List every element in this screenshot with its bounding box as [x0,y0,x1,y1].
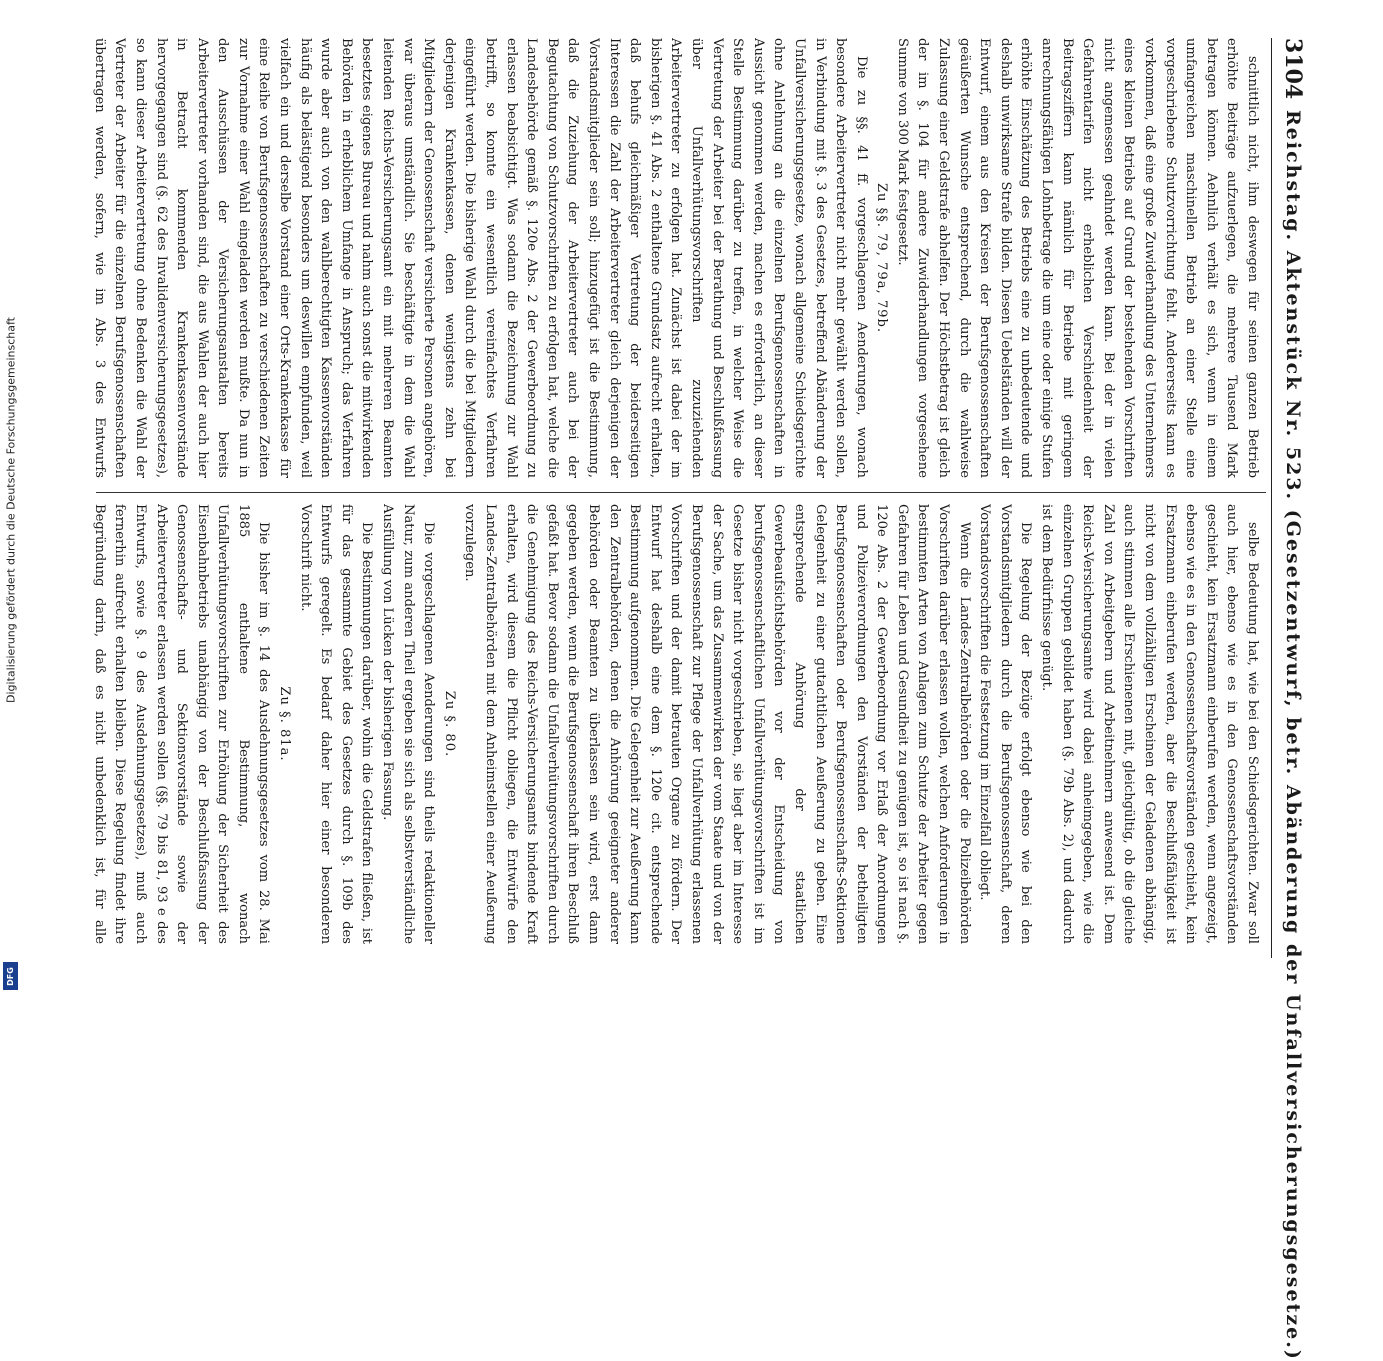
column-divider [96,492,1266,493]
paragraph: schnittlich nicht, ihm deswegen für seinen ganzen Betrieb erhöhte Beiträge aufzuerlegen, die mehrere Tausend Mark betragen können. Aehnlich verhält es sich, wenn in einem umfangreichen maschinellen Betrieb an einer Stelle eine vorgeschriebene Schutzvorrichtung fehlt. Andererseits kann es vorkommen, daß eine große Zuwiderhandlung des Unternehmers eines kleinen Betriebs auf Grund der bestehenden Vorschriften nicht angemessen geahndet werden kann. Bei der in vielen Gefahrentarifen nicht erheblichen Verschiedenheit der Beitragsziffern kann nämlich für Betriebe mit geringem anrechnungsfähigen Lohnbetrage die um eine oder einige Stufen erhöhte Einschätzung des Betriebs eine zu unbedeutende und deshalb unwirksame Strafe bilden. Diesen Uebelständen will der Entwurf, einem aus den Kreisen der Berufsgenossenschaften geäußerten Wunsche entsprechend, durch die wahlweise Zulassung einer Geldstrafe abhelfen. Der Höchstbetrag ist gleich der im §. 104 für andere Zuwiderhandlungen vorgesehene Summe von 300 Mark festgesetzt. [894,38,1260,478]
rotated-page [76,38,1310,1361]
paragraph: Die Bestimmungen darüber, wohin die Geldstrafen fließen, ist für das gesammte Gebiet des Gesetzes durch §. 109b des Entwurfs geregelt. Es bedarf daher hier einer besonderen Vorschrift nicht. [297,504,375,944]
text-column-left [92,38,1262,478]
paragraph: Die Regelung der Bezüge erfolgt ebenso wie bei den Vorstandsmitgliedern durch die Berufsgenossenschaft, deren Vorstandsvorschriften die Festsetzung im Einzelfall obliegt. [977,504,1034,944]
page-header [1271,38,1310,1361]
page-number: 3104 [1280,38,1306,100]
paragraph: Die bisher im §. 14 des Ausdehnungsgesetzes vom 28. Mai 1885 enthaltene Bestimmung, wonach Unfallverhütungsvorschriften zur Erhöhung der Sicherheit des Eisenbahnbetriebs unabhängig von der Beschlußfassung der Genossenschafts- und Sektionsvorstände sowie der Arbeitervertreter erlassen werden sollen (§§. 79 bis 81, 93 e des Entwurfs, sowie §. 9 des Ausdehnungsgesetzes), muß auch fernerhin aufrecht erhalten bleiben. Diese Regelung findet ihre Begründung darin, daß es nicht unbedenklich ist, für alle [92,504,272,944]
digitization-credit: Digitalisierung gefördert durch die Deutsche Forschungsgemeinschaft [4,317,18,703]
paragraph: Die vorgeschlagenen Aenderungen sind theils redaktioneller Natur, zum anderen Theil ergeben sie sich als selbstverständliche Ausfüllung von Lücken der bisherigen Fassung. [380,504,437,944]
section-heading: Zu §. 81a. [277,686,293,762]
text-column-right [92,504,1262,944]
paragraph: selbe Bedeutung hat, wie bei den Schiedsgerichten. Zwar soll auch hier, ebenso wie es in den Genossenschaftsvorständen geschieht, kein Ersatzmann einberufen werden, wenn angezeigt, ebenso wie es in den Genossenschaftsvorständen geschieht, kein Ersatzmann einberufen werden, aber die Beschlußfähigkeit ist nicht von dem vollzähligen Erscheinen der Geladenen abhängig, auch stimmen alle Erschienenen mit, gleichgültig, ob die gleiche Zahl von Arbeitgebern und Arbeitnehmern anwesend ist. Dem Reichs-Versicherungsamte wird dabei anheimgegeben, wie die einzelnen Gruppen gebildet haben (§. 79b Abs. 2), und dadurch ist dem Bedürfnisse genügt. [1039,504,1260,944]
paragraph: Wenn die Landes-Zentralbehörden oder die Polizeibehörden Vorschriften darüber erlassen wollen, welchen Anforderungen in bestimmten Arten von Anlagen zum Schutze der Arbeiter gegen Gefahren für Leben und Gesundheit zu genügen ist, so ist nach §. 120e Abs. 2 der Gewerbeordnung vor Erlaß der Anordnungen und Polizeiverordnungen den Vorständen der betheiligten Berufsgenossenschaften oder Berufsgenossenschafts-Sektionen Gelegenheit zu einer gutachtlichen Aeußerung zu geben. Eine entsprechende Anhörung der staatlichen Gewerbeaufsichtsbehörden vor der Entscheidung von berufsgenossenschaftlichen Unfallverhütungsvorschriften ist im Gesetze bisher nicht vorgeschrieben, sie liegt aber im Interesse der Sache, um das Zusammenwirken der vom Staate und von der Berufsgenossenschaft zur Pflege der Unfallverhütung erlassenen Vorschriften und der damit betrauten Organe zu fördern. Der Entwurf hat deshalb eine dem §. 120e cit. entsprechende Bestimmung aufgenommen. Die Gelegenheit zur Aeußerung kann den Zentralbehörden, denen die Anhörung geeigneter anderer Behörden oder Beamten zu überlassen sein wird, erst dann gegeben werden, wenn die Berufsgenossenschaft ihren Beschluß gefaßt hat. Bevor sodann die Unfallverhütungsvorschriften durch die Genehmigung des Reichs-Versicherungsamts bindende Kraft erhalten, wird diesem die Pflicht obliegen, die Entwürfe den Landes-Zentralbehörden mit dem Anheimstellen einer Aeußerung vorzulegen. [462,504,972,944]
footer-strip [0,0,22,1000]
dfg-logo-text: DFG [6,966,16,986]
running-title: Reichstag. Aktenstück Nr. 523. (Gesetzentwurf, betr. Abänderung der Unfallversicherungsgesetze.) [1282,110,1304,1361]
paragraph: Die zu §§. 41 ff. vorgeschlagenen Aenderungen, wonach besondere Arbeitervertreter nicht mehr gewählt werden sollen, in Verbindung mit §. 3 des Gesetzes, betreffend Abänderung der Unfallversicherungsgesetze, wonach allgemeine Schiedsgerichte ohne Anlehnung an die einzelnen Berufsgenossenschaften in Aussicht genommen werden, machen es erforderlich, an dieser Stelle Bestimmung darüber zu treffen, in welcher Weise die Vertretung der Arbeiter bei der Berathung und Beschlußfassung über Unfallverhütungsvorschriften zuzuziehenden Arbeitervertreter zu erfolgen hat. Zunächst ist dabei der im bisherigen §. 41 Abs. 2 enthaltene Grundsatz aufrecht erhalten, daß behufs gleichmäßiger Vertretung der beiderseitigen Interessen die Zahl der Arbeitervertreter gleich derjenigen der Vorstandsmitglieder sein soll; hinzugefügt ist die Bestimmung, daß die Zuziehung der Arbeitervertreter auch bei der Begutachtung von Schutzvorschriften zu erfolgen hat, welche die Landesbehörde gemäß §. 120e Abs. 2 der Gewerbeordnung zu erlassen beabsichtigt. Was sodann die Bezeichnung zur Wahl betrifft, so konnte ein wesentlich vereinfachtes Verfahren eingeführt werden. Die bisherige Wahl durch die bei Mitgliedern derjenigen Krankenkassen, denen wenigstens zehn bei Mitgliedern der Genossenschaft versicherte Personen angehören, war überaus umständlich. Sie beschäftigte in dem die Wahl leitenden Reichs-Versicherungsamt ein mit mehreren Beamten besetztes eigenes Bureau und nahm auch sonst die mitwirkenden Behörden in erheblichem Umfange in Anspruch; das Verfahren wurde aber auch von den wahlberechtigten Kassenvorständen häufig als belästigend besonders um deswillen empfunden, weil vielfach ein und derselbe Vorstand einer Orts-Krankenkasse für eine Reihe von Berufsgenossenschaften zu verschiedenen Zeiten zur Vornahme einer Wahl eingeladen werden mußte. Da nun in den Ausschüssen der Versicherungsanstalten bereits Arbeitervertreter vorhanden sind, die aus Wahlen der auch hier in Betracht kommenden Krankenkassenvorstände hervorgegangen sind (§. 62 des Invalidenversicherungsgesetzes), so kann dieser Arbeitervertretung ohne Bedenken die Wahl der Vertreter der Arbeiter für die einzelnen Berufsgenossenschaften übertragen werden, sofern, wie im Abs. 3 des Entwurfs [92,38,869,478]
section-heading: Zu §§. 79, 79a, 79b. [874,182,890,334]
section-heading: Zu §. 80. [441,690,457,758]
dfg-logo [3,962,18,990]
